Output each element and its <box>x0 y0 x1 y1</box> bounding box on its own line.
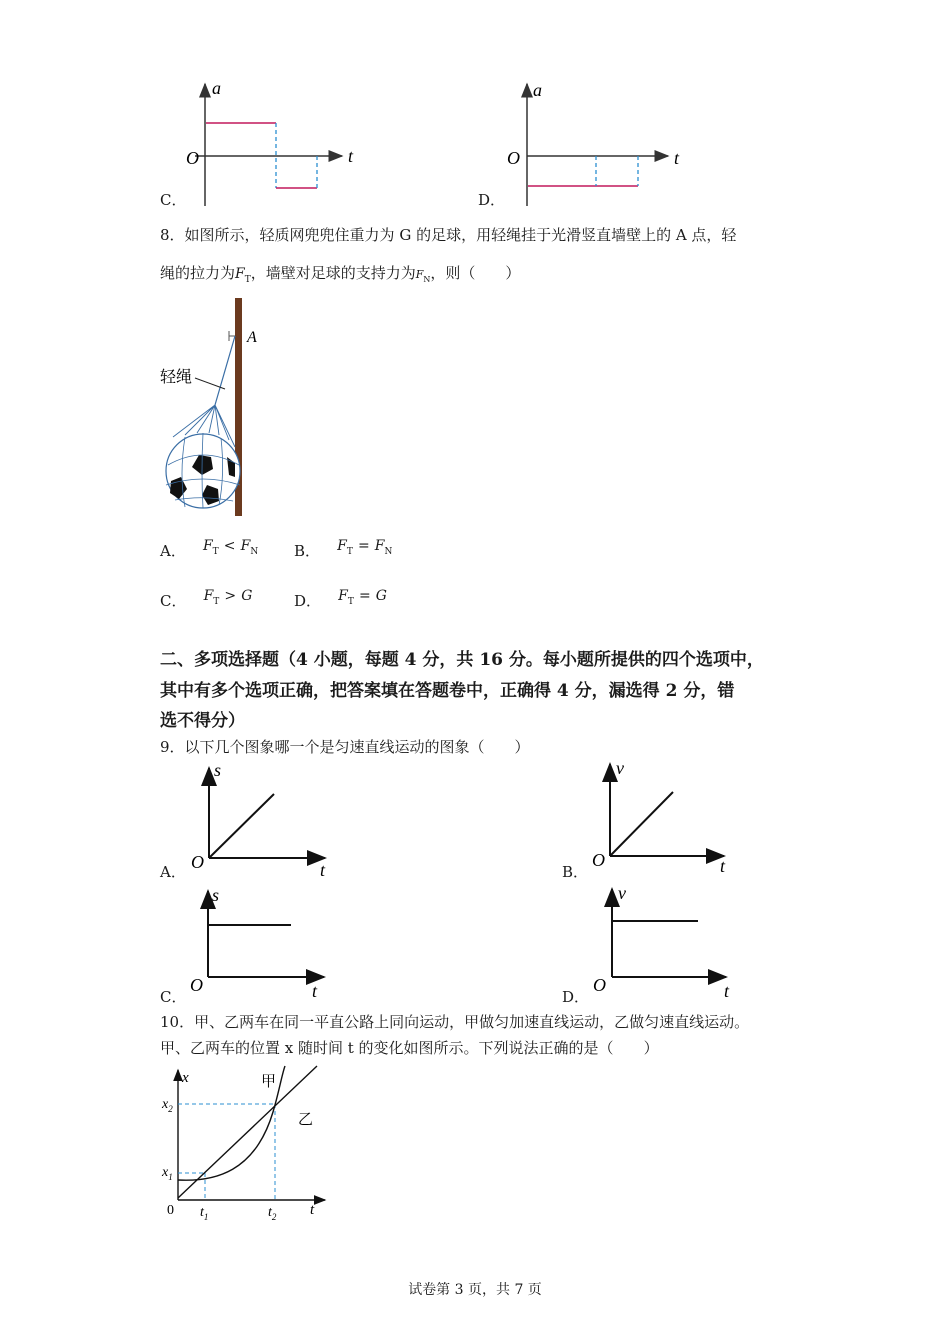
option-label: D． <box>562 988 590 1006</box>
y-axis-label: v <box>618 885 626 903</box>
origin-label: O <box>593 975 606 995</box>
math-subscript: N <box>384 547 393 558</box>
origin-label: O <box>190 975 203 995</box>
origin-label: 0 <box>167 1203 174 1218</box>
axis-label-t: t <box>348 146 354 166</box>
a-t-graph-c <box>150 78 380 208</box>
x-axis-label: t <box>310 1202 315 1218</box>
x1-label: $x_1$ <box>162 1165 173 1182</box>
rope-label: 轻绳 <box>160 367 193 386</box>
origin-label: O <box>507 148 520 168</box>
math-subscript: T <box>212 547 219 558</box>
option-label: B． <box>562 863 589 881</box>
q8-stem-part: 绳的拉力为 <box>160 264 236 282</box>
x-axis-label: t <box>720 856 726 876</box>
q9-stem: 9．以下几个图象哪一个是匀速直线运动的图象（ ） <box>160 738 530 756</box>
light-rope <box>215 336 235 405</box>
origin-label: O <box>186 148 199 168</box>
option-label: D． <box>478 191 506 209</box>
option-label: C． <box>160 191 187 209</box>
q8-stem-line2 <box>160 263 520 290</box>
t2-label: $t_2$ <box>268 1205 277 1222</box>
math-symbol: G <box>241 588 253 604</box>
graph-line <box>610 792 673 856</box>
q8-stem-part: ，则（ ） <box>430 264 521 282</box>
math-operator: > <box>224 588 237 604</box>
math-subscript: T <box>347 597 354 608</box>
s-t-graph-flat <box>160 885 340 1010</box>
section2-heading-line1: 二、多项选择题（4 小题，每题 4 分，共 16 分。每小题所提供的四个选项中， <box>160 650 764 670</box>
axis-label-a: a <box>212 78 221 98</box>
q8-option-b <box>294 535 393 560</box>
math-symbol: F <box>202 538 213 554</box>
math-operator: = <box>358 588 371 604</box>
x-axis-label: t <box>724 981 730 1001</box>
t1-label: $t_1$ <box>200 1205 209 1222</box>
fn-subscript: N <box>423 275 431 284</box>
fn-symbol: F <box>415 268 424 281</box>
v-t-graph-line <box>560 760 740 885</box>
math-symbol: F <box>337 538 347 554</box>
ft-subscript: T <box>244 275 251 285</box>
section2-heading-line2: 其中有多个选项正确，把答案填在答题卷中，正确得 4 分，漏选得 2 分，错 <box>160 681 735 701</box>
x-axis-label: t <box>312 981 318 1001</box>
q8-option-c <box>160 585 253 610</box>
q8-stem-part: ，墙壁对足球的支持力为 <box>250 264 416 282</box>
ft-symbol: F <box>235 266 245 282</box>
rope-pointer <box>195 378 225 389</box>
y-axis-label: x <box>182 1070 189 1086</box>
math-operator: = <box>357 538 370 554</box>
q7-option-c <box>150 78 380 208</box>
q9-option-c <box>160 885 340 1010</box>
page-footer: 试卷第 3 页，共 7 页 <box>408 1282 542 1298</box>
axis-label-a: a <box>533 80 542 100</box>
option-label: A． <box>160 863 186 881</box>
math-symbol: F <box>338 588 348 604</box>
math-symbol: F <box>203 588 214 604</box>
math-symbol: G <box>375 588 387 604</box>
origin-label: O <box>191 852 204 872</box>
y-axis-label: s <box>214 760 222 780</box>
q9-option-a <box>160 760 340 885</box>
option-label: C． <box>160 988 187 1006</box>
point-a-label: A <box>247 329 257 346</box>
line-yi-label: 乙 <box>298 1110 314 1128</box>
y-axis-label: v <box>616 760 624 778</box>
section2-heading-line3: 选不得分） <box>160 711 245 731</box>
football-net-figure <box>155 295 285 520</box>
q8-stem-line1: 8．如图所示，轻质网兜兜住重力为 G 的足球，用轻绳挂于光滑竖直墙壁上的 A 点，轻 <box>160 226 737 244</box>
option-label: D． <box>294 592 322 610</box>
line-yi <box>178 1066 317 1198</box>
axis-label-t: t <box>674 148 680 168</box>
option-label: C． <box>160 592 187 610</box>
x-axis-label: t <box>320 860 326 880</box>
curve-jia-label: 甲 <box>261 1072 277 1090</box>
q8-option-a <box>160 535 259 560</box>
v-t-graph-flat <box>560 885 740 1010</box>
math-subscript: T <box>346 547 353 558</box>
option-label: A． <box>160 542 186 560</box>
math-symbol: F <box>240 538 251 554</box>
q10-stem-line2: 甲、乙两车的位置 x 随时间 t 的变化如图所示。下列说法正确的是（ ） <box>160 1039 659 1057</box>
q9-option-b <box>560 760 740 885</box>
x2-label: $x_2$ <box>162 1097 173 1114</box>
math-symbol: F <box>374 538 385 554</box>
q7-option-d <box>470 78 710 208</box>
s-t-graph-line <box>160 760 340 885</box>
a-t-graph-d <box>470 78 710 208</box>
origin-label: O <box>592 850 605 870</box>
math-subscript: N <box>250 547 259 558</box>
graph-line <box>209 794 274 858</box>
q9-option-d <box>560 885 740 1010</box>
option-label: B． <box>294 542 321 560</box>
q10-stem-line1: 10．甲、乙两车在同一平直公路上同向运动，甲做匀加速直线运动，乙做匀速直线运动。 <box>160 1013 750 1031</box>
math-operator: < <box>223 538 236 554</box>
q8-option-d <box>294 585 387 610</box>
math-subscript: T <box>213 597 220 608</box>
x-t-graph-q10 <box>155 1062 345 1222</box>
y-axis-label: s <box>212 885 220 905</box>
